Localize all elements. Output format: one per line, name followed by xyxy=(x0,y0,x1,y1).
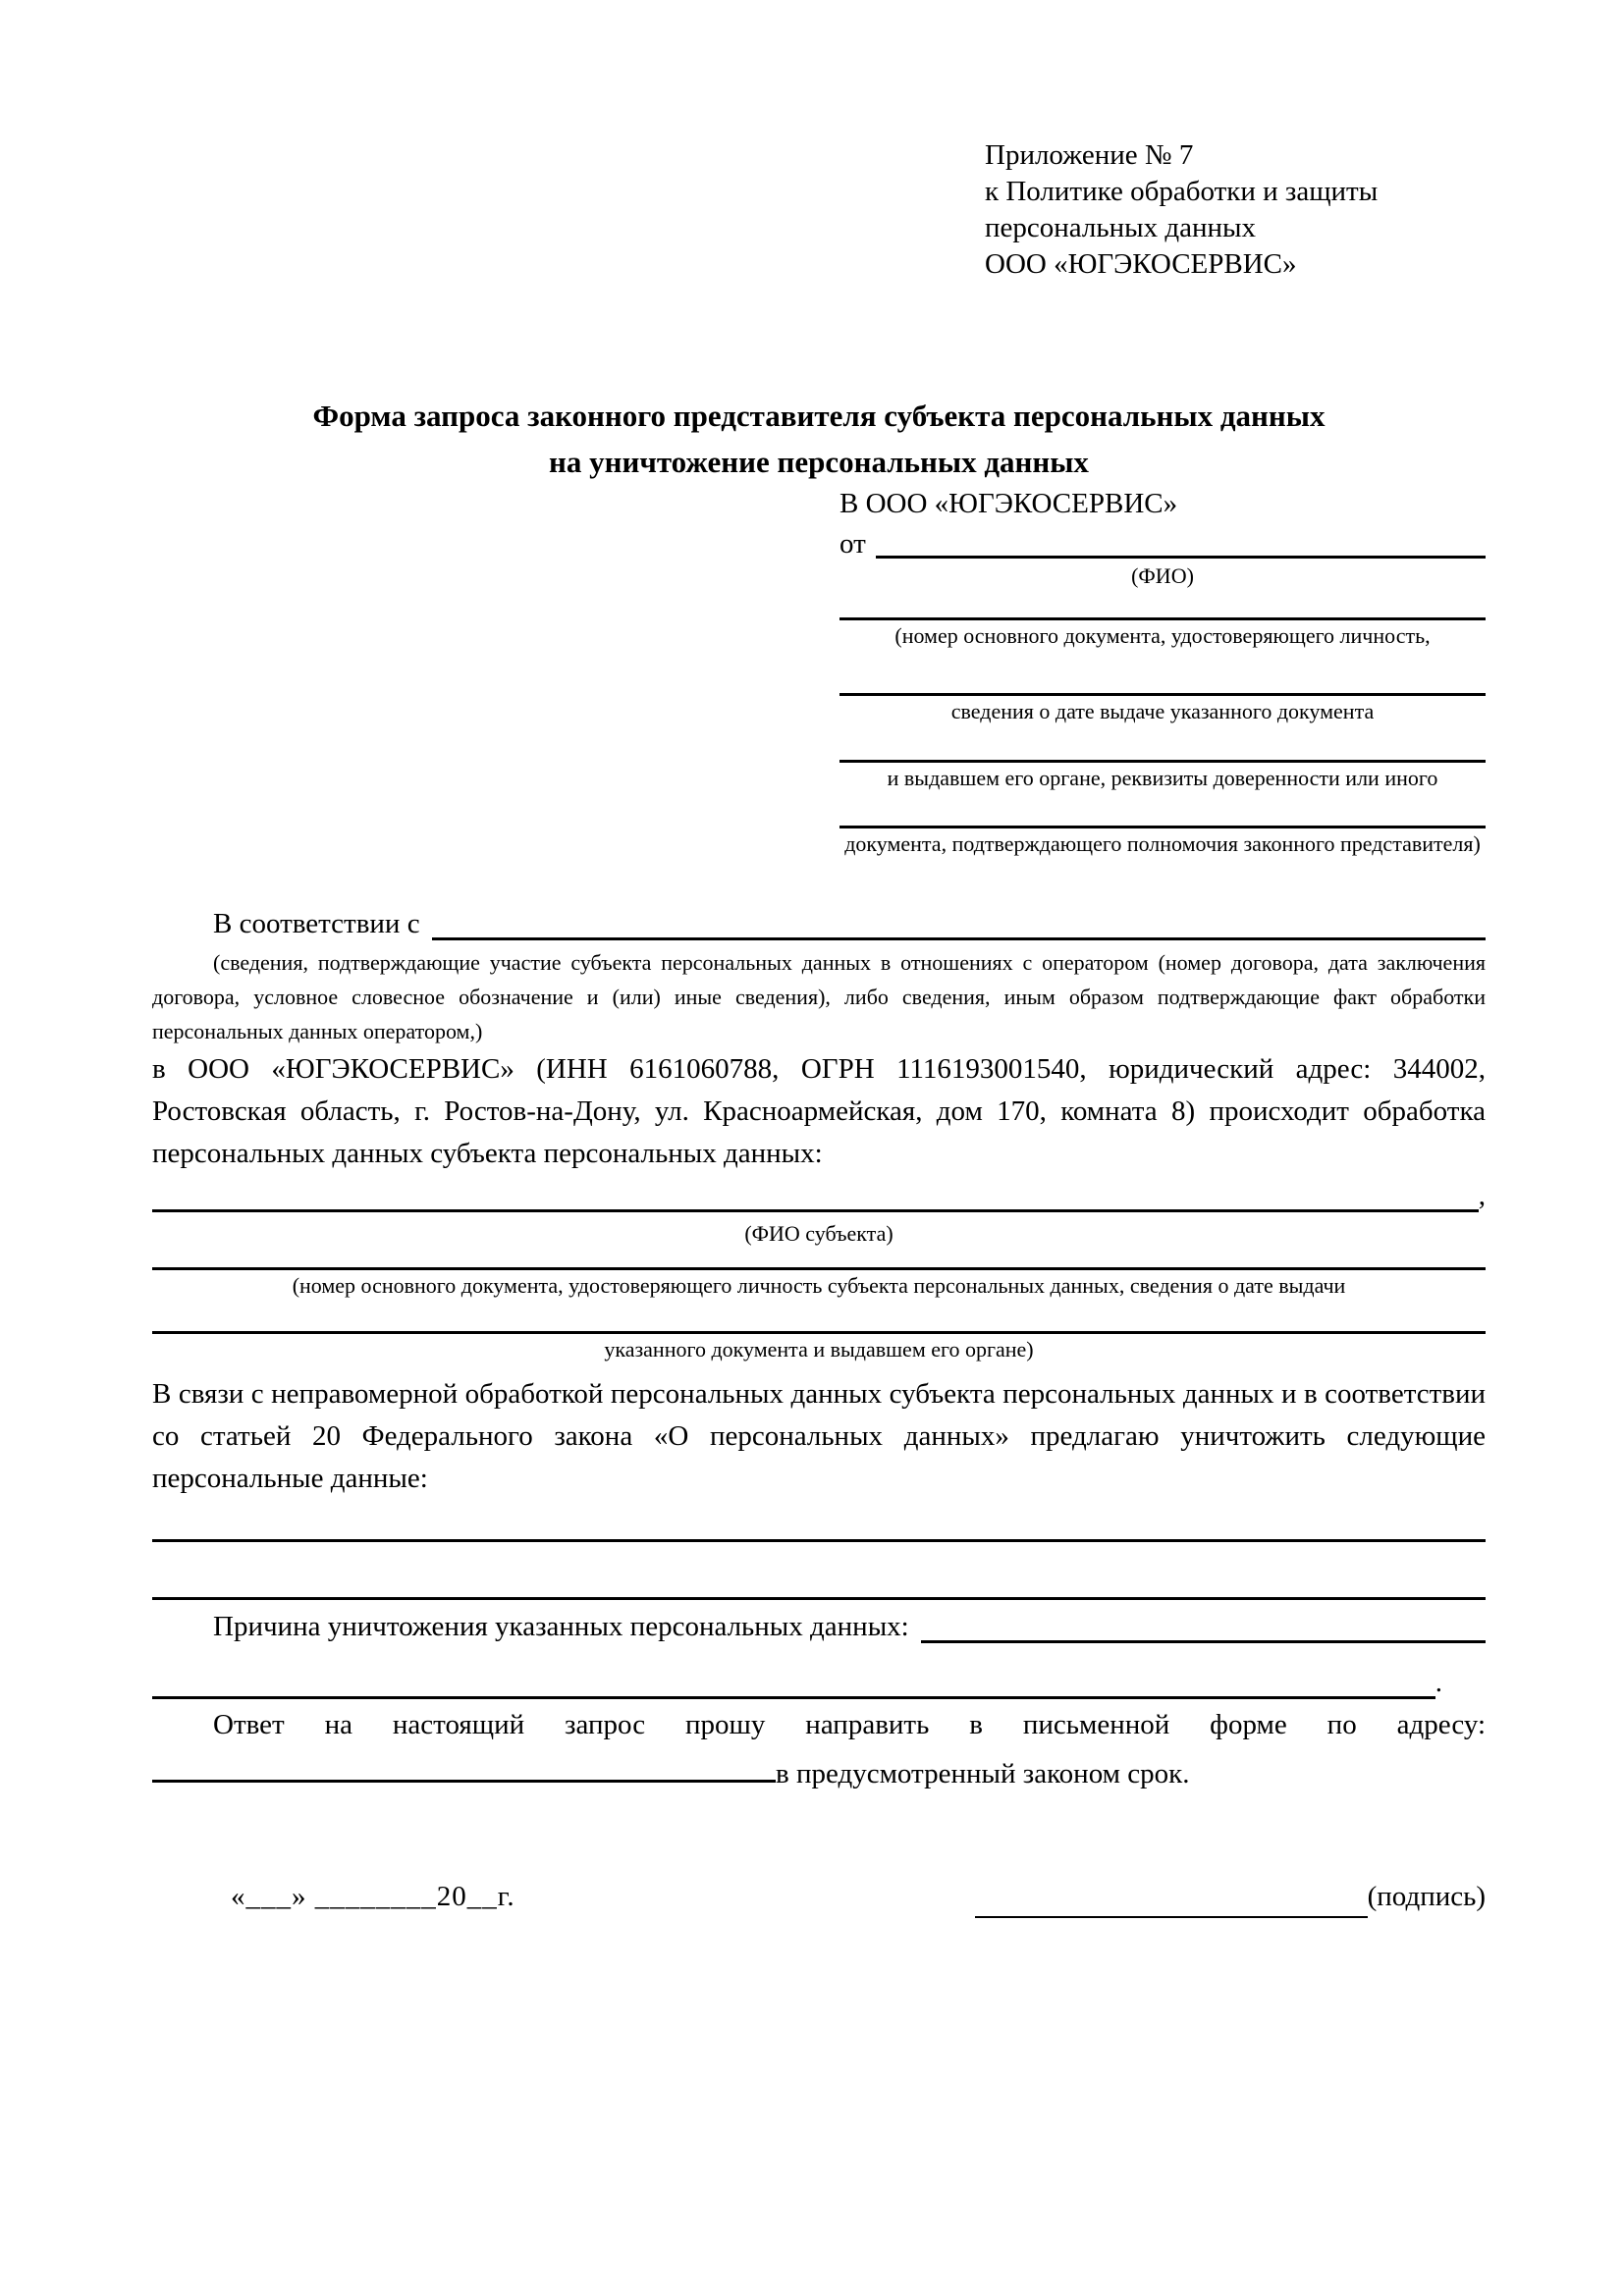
accordance-lead: В соответствии с xyxy=(213,908,420,939)
reason-continuation-row xyxy=(152,1662,1486,1704)
fio-caption: (ФИО) xyxy=(1131,563,1194,588)
date-blank: «___» ________20__г. xyxy=(231,1881,515,1912)
answer-address-row xyxy=(152,1746,1486,1795)
data-to-destroy-blank-line xyxy=(152,1597,1486,1600)
signature-blank-line xyxy=(975,1883,1368,1918)
subject-name-row xyxy=(152,1175,1486,1217)
subject-fio-caption: (ФИО субъекта) xyxy=(744,1221,893,1246)
recipient-org: В ООО «ЮГЭКОСЕРВИС» xyxy=(839,488,1178,519)
doc-caption-4: документа, подтверждающего полномочия законного представителя) xyxy=(844,831,1481,856)
operator-paragraph: в ООО «ЮГЭКОСЕРВИС» (ИНН 6161060788, ОГРН 1116193001540, юридический адрес: 344002, Ростовская область, г. Ростов-на-Дону, ул. Красноармейская, дом 170, комната 8) происходит обработка персональных данных субъекта персональных данных: xyxy=(152,1053,1486,1169)
doc-caption-3: и выдавшем его органе, реквизиты доверенности или иного xyxy=(887,766,1438,790)
signature-caption: (подпись) xyxy=(1367,1881,1486,1912)
recipient-block xyxy=(839,485,1486,856)
form-title-line-1: Форма запроса законного представителя субъекта персональных данных xyxy=(312,399,1326,433)
accordance-row xyxy=(152,903,1486,945)
form-title xyxy=(152,393,1486,485)
subject-doc-blank-line xyxy=(152,1267,1486,1270)
answer-paragraph: Ответ на настоящий запрос прошу направить в письменной форме по адресу: xyxy=(213,1709,1486,1740)
footer-row xyxy=(152,1876,1486,1918)
reason-row xyxy=(152,1606,1486,1648)
subject-name-blank-line xyxy=(152,1208,1479,1212)
doc-caption-1: (номер основного документа, удостоверяющего личность, xyxy=(894,623,1431,648)
appendix-header-line: к Политике обработки и защиты xyxy=(985,176,1379,207)
address-blank-line xyxy=(152,1746,776,1783)
appendix-header-line: персональных данных xyxy=(985,212,1257,243)
form-title-line-2: на уничтожение персональных данных xyxy=(549,445,1089,479)
trailing-period: . xyxy=(1435,1667,1442,1698)
data-to-destroy-blank-line xyxy=(152,1539,1486,1542)
appendix-header-line: Приложение № 7 xyxy=(985,139,1194,171)
subject-doc-caption-1: (номер основного документа, удостоверяющего личность субъекта персональных данных, сведения о дате выдачи xyxy=(292,1273,1346,1298)
reason-label: Причина уничтожения указанных персональных данных: xyxy=(213,1611,909,1642)
representative-name-blank-line xyxy=(876,555,1486,559)
reason-blank-line xyxy=(921,1639,1486,1643)
accordance-note: (сведения, подтверждающие участие субъекта персональных данных в отношениях с оператором (номер договора, дата заключения договора, условное словесное обозначение и (или) иные сведения), либо сведения, иным образом подтверждающие факт обработки персональных данных оператором,) xyxy=(152,950,1486,1043)
representative-doc-blank-line xyxy=(839,693,1486,696)
from-row xyxy=(839,524,1486,563)
doc-caption-2: сведения о дате выдаче указанного документа xyxy=(950,699,1375,723)
appendix-header-line: ООО «ЮГЭКОСЕРВИС» xyxy=(985,248,1297,280)
reason-blank-line-2 xyxy=(152,1695,1435,1699)
subject-doc-caption-2: указанного документа и выдавшем его органе) xyxy=(604,1337,1034,1362)
request-paragraph: В связи с неправомерной обработкой персональных данных субъекта персональных данных и в соответствии со статьей 20 Федерального закона «О персональных данных» предлагаю уничтожить следующие персональные данные: xyxy=(152,1378,1486,1494)
representative-doc-blank-line xyxy=(839,617,1486,620)
appendix-header xyxy=(985,137,1486,283)
trailing-comma: , xyxy=(1478,1180,1486,1211)
accordance-blank-line xyxy=(432,936,1486,940)
signature-block xyxy=(975,1876,1486,1918)
answer-tail: в предусмотренный законом срок. xyxy=(776,1758,1190,1789)
from-label: от xyxy=(839,528,866,560)
representative-doc-blank-line xyxy=(839,760,1486,763)
subject-doc-blank-line xyxy=(152,1331,1486,1334)
representative-doc-blank-line xyxy=(839,826,1486,828)
